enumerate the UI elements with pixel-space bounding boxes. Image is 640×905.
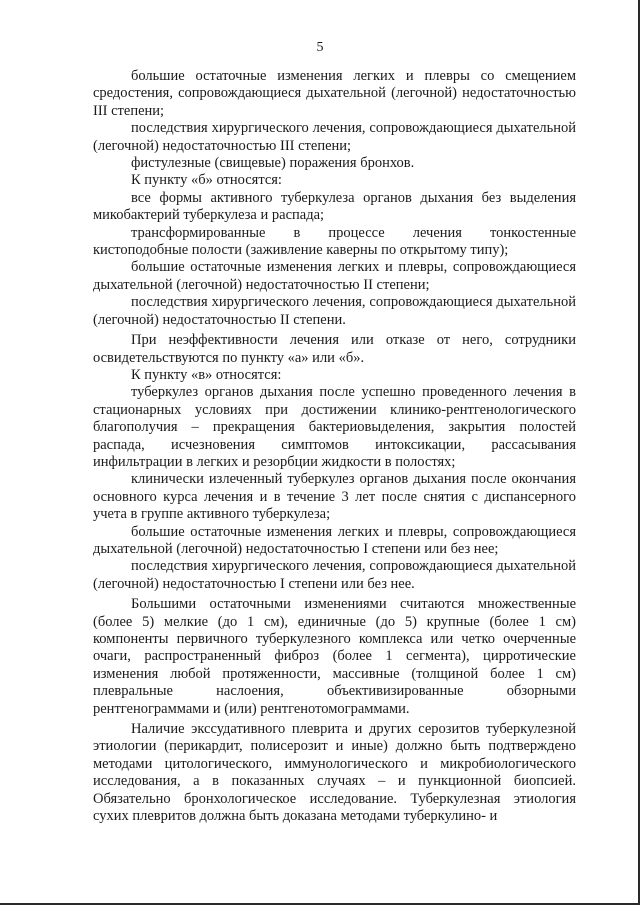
paragraph: последствия хирургического лечения, сопровождающиеся дыхательной (легочной) недостаточностью II степени.	[93, 294, 576, 328]
paragraph: все формы активного туберкулеза органов дыхания без выделения микобактерий туберкулеза и распада;	[93, 189, 576, 224]
page-number: 5	[316, 40, 324, 55]
paragraph: большие остаточные изменения легких и плевры, сопровождающиеся дыхательной (легочной) недостаточностью II степени;	[93, 259, 576, 293]
paragraph: При неэффективности лечения или отказе от него, сотрудники освидетельствуются по пункту «а» или «б».	[93, 332, 576, 366]
paragraph: последствия хирургического лечения, сопровождающиеся дыхательной (легочной) недостаточностью I степени или без нее.	[93, 558, 576, 592]
document-body	[93, 68, 576, 825]
paragraph: К пункту «в» относятся:	[131, 366, 282, 383]
paragraph: трансформированные в процессе лечения тонкостенные кистоподобные полости (заживление каверны по открытому типу);	[93, 224, 576, 259]
paragraph: большие остаточные изменения легких и плевры, сопровождающиеся дыхательной (легочной) недостаточностью I степени или без нее;	[93, 523, 576, 557]
paragraph: фистулезные (свищевые) поражения бронхов.	[131, 155, 415, 172]
paragraph: Наличие экссудативного плеврита и других серозитов туберкулезной этиологии (перикардит, полисерозит и иные) должно быть подтверждено методами цитологического, иммунологического и микробиологического исследования, а в показанных случаях – и пункционной биопсией. Обязательно бронхологическое исследование. Туберкулезная этиология сухих плевритов должна быть доказана методами туберкулино- и	[93, 721, 576, 825]
paragraph: клинически излеченный туберкулез органов дыхания после окончания основного курса лечения и в течение 3 лет после снятия с диспансерного учета в группе активного туберкулеза;	[93, 471, 576, 523]
paragraph: последствия хирургического лечения, сопровождающиеся дыхательной (легочной) недостаточностью III степени;	[93, 120, 576, 154]
paragraph: большие остаточные изменения легких и плевры со смещением средостения, сопровождающиеся дыхательной (легочной) недостаточностью III степени;	[93, 68, 576, 119]
paragraph: туберкулез органов дыхания после успешно проведенного лечения в стационарных условиях при достижении клинико-рентгенологического благополучия – прекращения бактериовыделения, закрытия полостей распада, исчезновения симптомов интоксикации, рассасывания инфильтрации в легких и резорбции жидкости в полостях;	[93, 384, 576, 470]
paragraph: Большими остаточными изменениями считаются множественные (более 5) мелкие (до 1 см), единичные (до 5) крупные (более 1 см) компоненты первичного туберкулезного комплекса или четко очерченные очаги, распространенный фиброз (более 1 сегмента), цирротические изменения любой протяженности, массивные (толщиной более 1 см) плевральные наслоения, объективизированные обзорными рентгенограммами и (или) рентгенотомограммами.	[93, 596, 576, 717]
paragraph: К пункту «б» относятся:	[131, 172, 282, 189]
